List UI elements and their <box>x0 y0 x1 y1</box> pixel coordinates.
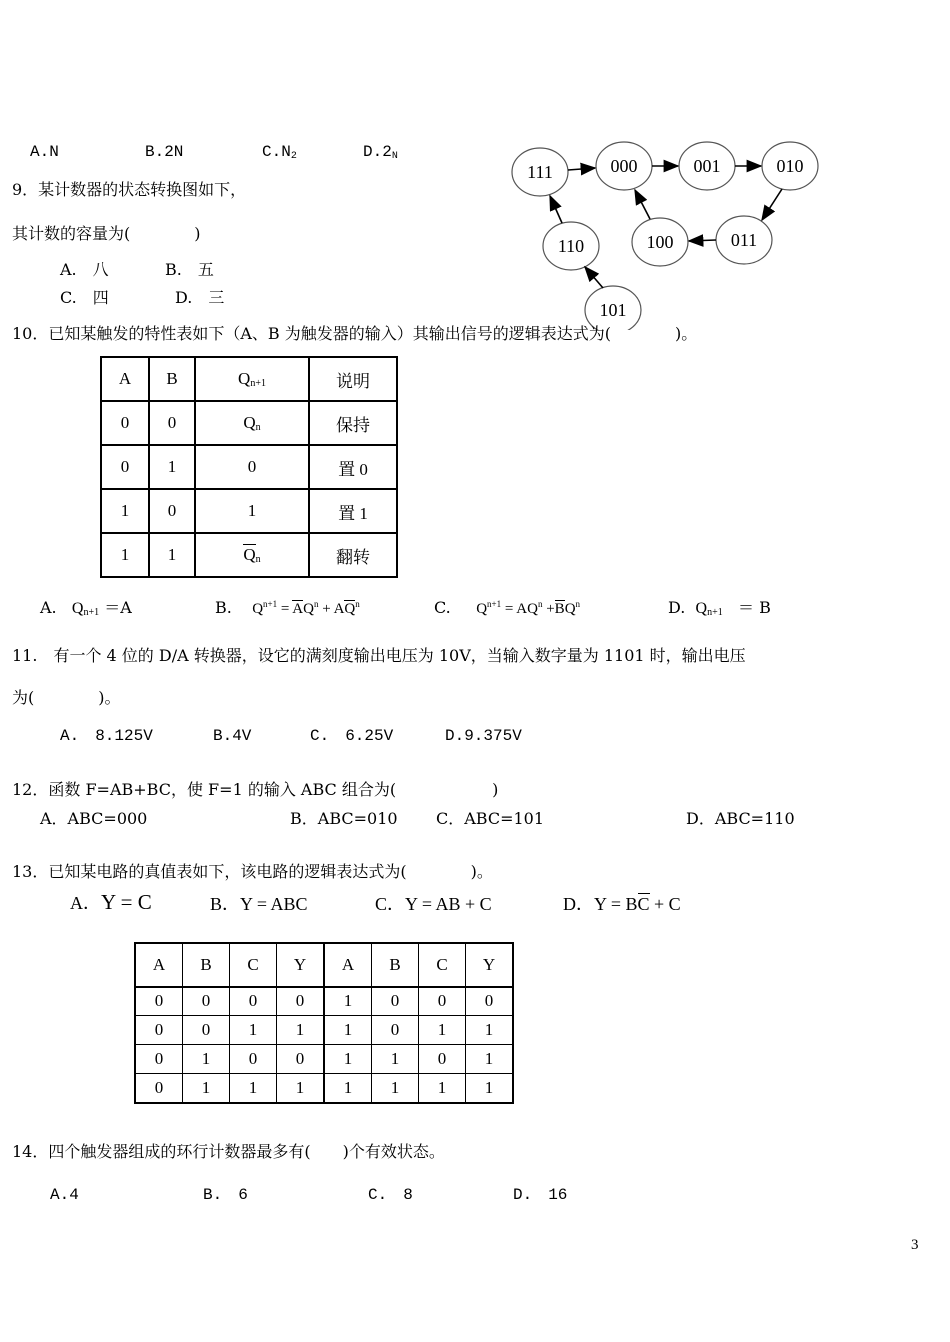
q10-option-a: A. $Q_{n+1} =A$ <box>40 598 132 618</box>
q9-stem-line2: 其计数的容量为( ) <box>12 224 201 243</box>
table-row: 0 1 1 1 1 1 1 1 <box>135 1073 513 1103</box>
table-header-row: A B C Y A B C Y <box>135 943 513 987</box>
state-label-000: 000 <box>610 156 638 176</box>
page-number: 3 <box>911 1237 919 1253</box>
state-label-010: 010 <box>776 156 804 176</box>
q8-option-d: $D.2_N$ <box>363 143 398 162</box>
state-label-110: 110 <box>557 236 585 256</box>
q9-stem: 9．某计数器的状态转换图如下， <box>12 180 247 199</box>
state-transition-diagram <box>500 130 840 330</box>
q14-option-a: A.4 <box>50 1186 79 1204</box>
q9-option-d: D. 三 <box>175 288 225 307</box>
q9-option-b: B. 五 <box>165 260 214 279</box>
q10-characteristic-table <box>100 356 398 578</box>
state-label-001: 001 <box>693 156 721 176</box>
q12-option-b: B．ABC=010 <box>290 809 398 828</box>
q9-option-a: A. 八 <box>60 260 109 279</box>
q13-option-b: B．Y = ABC <box>210 894 308 914</box>
q10-option-c: C. $Q^{n+1} = AQ^n +BQ^n$ <box>434 598 581 617</box>
state-label-101: 101 <box>599 300 627 320</box>
q13-option-d: D．Y = BC + C <box>563 894 681 914</box>
q10-option-d: D. $Q_{n+1}$ ＝ B <box>668 598 771 618</box>
table-row: 0 0 $Q_n$ 保持 <box>101 401 397 445</box>
q11-option-d: D.9.375V <box>445 727 522 745</box>
table-row: 0 0 1 1 1 0 1 1 <box>135 1015 513 1044</box>
q14-option-d: D. 16 <box>513 1186 568 1204</box>
q12-option-d: D．ABC=110 <box>686 809 795 828</box>
table-header-cell: A <box>101 357 149 401</box>
q13-option-c: C．Y = AB + C <box>375 894 492 914</box>
state-label-011: 011 <box>730 230 758 250</box>
q11-option-a: A. 8.125V <box>60 727 153 745</box>
q12-stem: 12．函数 F=AB+BC，使 F=1 的输入 ABC 组合为( ) <box>12 780 499 799</box>
q11-option-c: C. 6.25V <box>310 727 394 745</box>
table-row: 1 1 $Q_n$ 翻转 <box>101 533 397 577</box>
q10-option-b: B. $Q^{n+1} = AQ^n + AQ^n$ <box>215 598 360 617</box>
state-label-100: 100 <box>646 232 674 252</box>
table-row: 0 0 0 0 1 0 0 0 <box>135 987 513 1015</box>
q12-option-c: C．ABC=101 <box>436 809 545 828</box>
q8-option-a: A.N <box>30 143 59 161</box>
q12-option-a: A．ABC=000 <box>40 809 148 828</box>
table-row: 0 1 0 0 1 1 0 1 <box>135 1044 513 1073</box>
q9-option-c: C. 四 <box>60 288 109 307</box>
q8-option-c: $C.N_2$ <box>262 143 297 162</box>
q14-option-b: B. 6 <box>203 1186 248 1204</box>
q8-option-b: B.2N <box>145 143 184 161</box>
q14-stem: 14．四个触发器组成的环行计数器最多有( )个有效状态。 <box>12 1142 445 1161</box>
q11-option-b: B.4V <box>213 727 252 745</box>
table-row: 0 1 0 置 0 <box>101 445 397 489</box>
q10-stem: 10．已知某触发的特性表如下（A、B 为触发器的输入）其输出信号的逻辑表达式为( )。 <box>12 324 698 343</box>
state-label-111: 111 <box>527 162 553 182</box>
q13-option-a: A．Y = C <box>70 890 152 914</box>
q11-stem-line2: 为( )。 <box>12 688 121 707</box>
q14-option-c: C. 8 <box>368 1186 413 1204</box>
q13-stem: 13．已知某电路的真值表如下，该电路的逻辑表达式为( )。 <box>12 862 493 881</box>
q11-stem: 11. 有一个 4 位的 D/A 转换器，设它的满刻度输出电压为 10V，当输入数字量为 1101 时，输出电压 <box>12 646 746 665</box>
table-header-cell: B <box>149 357 195 401</box>
table-row: 1 0 1 置 1 <box>101 489 397 533</box>
table-header-cell: $Q_{n+1}$ <box>195 357 309 401</box>
table-header-cell: 说明 <box>309 357 397 401</box>
q13-truth-table <box>134 942 514 1104</box>
